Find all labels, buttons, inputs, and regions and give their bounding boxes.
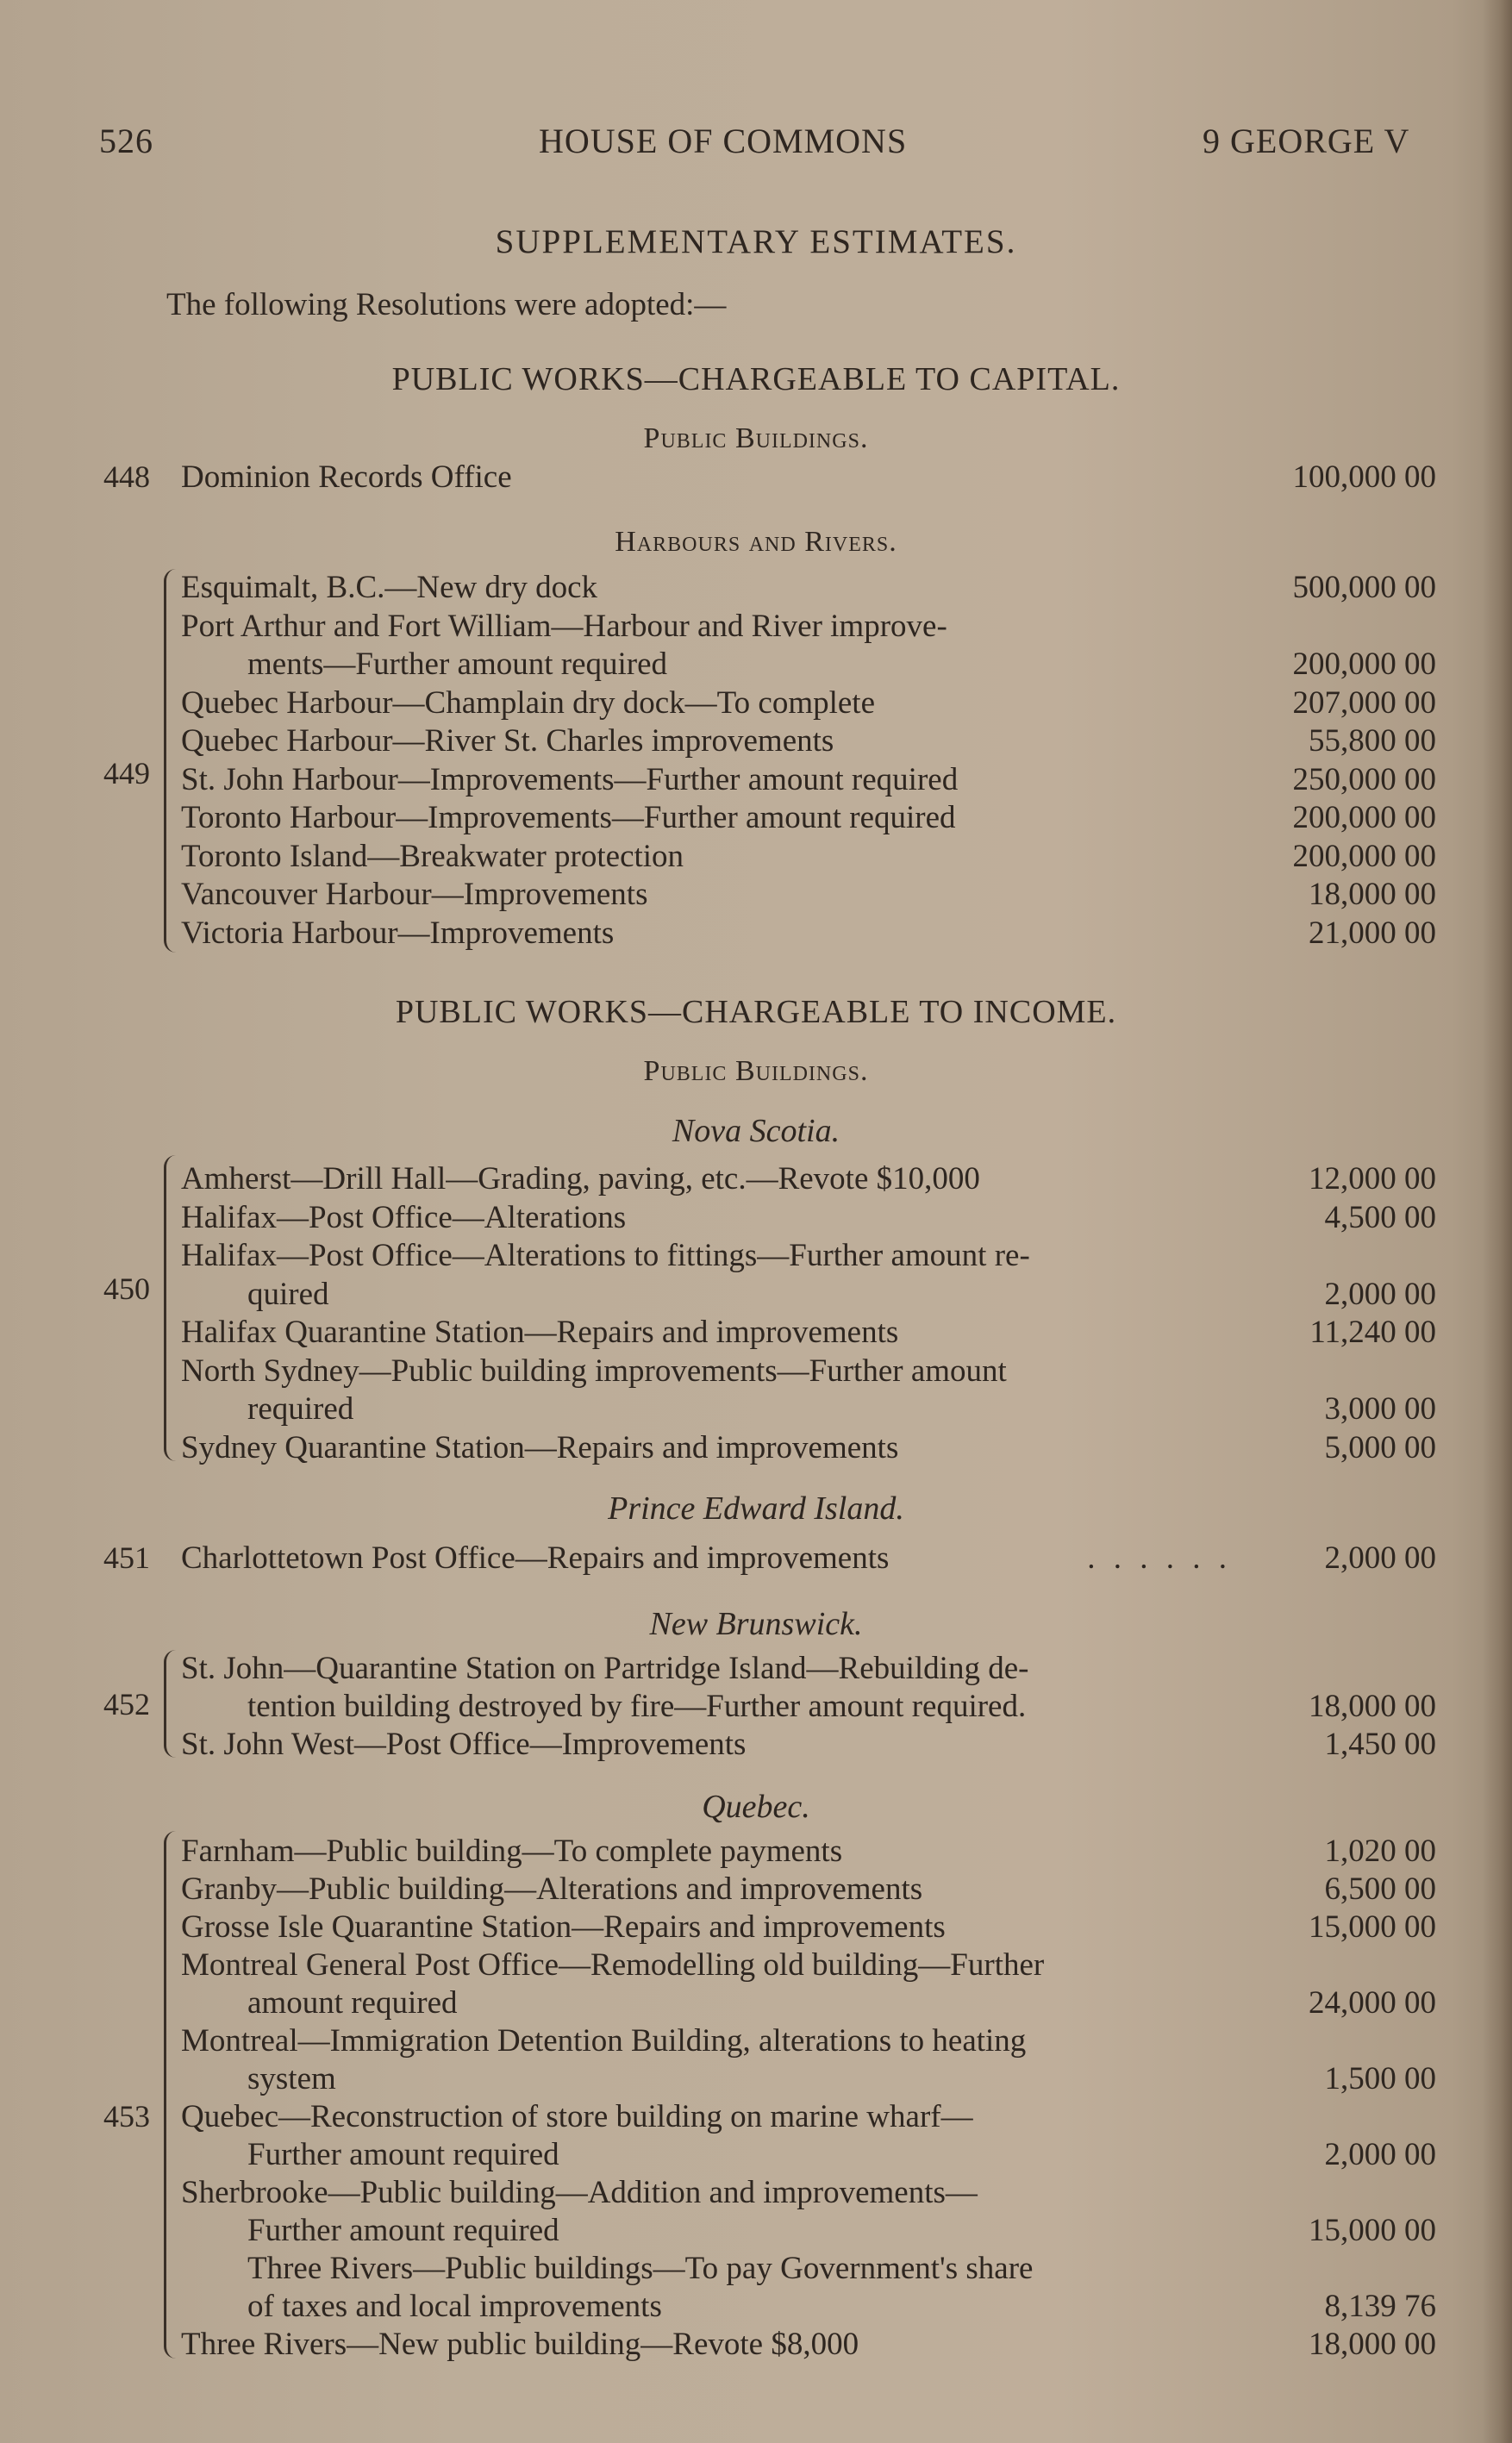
resolution-number: 448	[103, 459, 150, 494]
resolution-number: 450	[103, 1271, 150, 1306]
item-text: Amherst—Drill Hall—Grading, paving, etc.—Revote $10,000	[181, 1161, 980, 1197]
item-text: Further amount required	[247, 2137, 559, 2172]
item-amount: 1,020 00	[1324, 1834, 1436, 1869]
item-amount: 100,000 00	[1292, 459, 1436, 495]
item-amount: 15,000 00	[1309, 1909, 1436, 1945]
item-text: Further amount required	[247, 2213, 559, 2248]
list-item	[0, 1540, 1512, 1579]
item-amount: 250,000 00	[1292, 761, 1436, 797]
item-text: Granby—Public building—Alterations and improvements	[181, 1871, 923, 1907]
item-text: Three Rivers—New public building—Revote $8,000	[181, 2327, 859, 2362]
item-amount: 18,000 00	[1309, 877, 1436, 912]
item-text: system	[247, 2061, 336, 2096]
item-amount: 500,000 00	[1292, 570, 1436, 605]
item-text: Esquimalt, B.C.—New dry dock	[181, 570, 598, 605]
main-heading: SUPPLEMENTARY ESTIMATES.	[495, 223, 1017, 260]
running-header	[0, 121, 1512, 172]
item-text: St. John West—Post Office—Improvements	[181, 1727, 747, 1762]
item-text: Quebec Harbour—Champlain dry dock—To complete	[181, 684, 876, 721]
item-text: required	[247, 1391, 354, 1427]
list-item	[0, 2250, 1512, 2290]
item-text: St. John Harbour—Improvements—Further amount required	[181, 761, 959, 797]
item-amount: 2,000 00	[1324, 2137, 1436, 2172]
list-item	[0, 1237, 1512, 1277]
list-item	[0, 1353, 1512, 1392]
item-amount: 1,500 00	[1324, 2061, 1436, 2096]
item-text: Port Arthur and Fort William—Harbour and River improve-	[181, 608, 947, 644]
item-amount: 1,450 00	[1324, 1727, 1436, 1762]
list-item	[0, 915, 1512, 954]
item-text: Halifax—Post Office—Alterations	[181, 1199, 627, 1235]
list-item	[0, 2174, 1512, 2214]
list-item	[0, 2136, 1512, 2176]
header-title: HOUSE OF COMMONS	[539, 122, 908, 160]
item-amount: 2,000 00	[1324, 1540, 1436, 1576]
list-item	[0, 2212, 1512, 2252]
item-amount: 18,000 00	[1309, 1689, 1436, 1724]
list-item	[0, 1946, 1512, 1986]
item-text: North Sydney—Public building improvements—Further amount	[181, 1353, 1007, 1389]
list-item	[0, 1650, 1512, 1690]
item-amount: 15,000 00	[1309, 2213, 1436, 2248]
list-item	[0, 2288, 1512, 2327]
list-item	[0, 684, 1512, 724]
list-item	[0, 1160, 1512, 1200]
item-text: Farnham—Public building—To complete payments	[181, 1834, 843, 1869]
list-item	[0, 1726, 1512, 1765]
item-text: Toronto Island—Breakwater protection	[181, 838, 684, 874]
page-number: 526	[99, 122, 153, 160]
resolution-number: 452	[103, 1687, 150, 1721]
item-amount: 6,500 00	[1324, 1871, 1436, 1907]
list-item	[0, 2060, 1512, 2100]
item-text: Sherbrooke—Public building—Addition and improvements—	[181, 2175, 978, 2210]
item-text: Charlottetown Post Office—Repairs and improvements	[181, 1540, 890, 1576]
item-text: Three Rivers—Public buildings—To pay Government's share	[247, 2251, 1034, 2286]
item-text: Quebec Harbour—River St. Charles improvements	[181, 723, 834, 759]
income-public-buildings-heading: Public Buildings.	[643, 1055, 869, 1087]
list-item	[0, 799, 1512, 839]
list-item	[0, 722, 1512, 762]
list-item	[0, 1688, 1512, 1728]
harbours-heading: Harbours and Rivers.	[615, 526, 897, 558]
item-amount: 4,500 00	[1324, 1199, 1436, 1235]
list-item	[0, 2022, 1512, 2062]
item-text: Halifax Quarantine Station—Repairs and improvements	[181, 1315, 899, 1350]
item-text: Victoria Harbour—Improvements	[181, 915, 615, 951]
item-text: ments—Further amount required	[247, 647, 668, 682]
quebec-heading: Quebec.	[702, 1789, 810, 1825]
new-brunswick-heading: New Brunswick.	[649, 1606, 863, 1642]
list-item	[0, 761, 1512, 801]
item-amount: 24,000 00	[1309, 1985, 1436, 2021]
item-text: Sydney Quarantine Station—Repairs and improvements	[181, 1429, 899, 1465]
list-item	[0, 2326, 1512, 2365]
item-text: Halifax—Post Office—Alterations to fittings—Further amount re-	[181, 1238, 1030, 1273]
item-text: Vancouver Harbour—Improvements	[181, 877, 648, 912]
pei-heading: Prince Edward Island.	[608, 1490, 904, 1527]
item-text: Toronto Harbour—Improvements—Further amount required	[181, 800, 956, 835]
item-amount: 3,000 00	[1324, 1391, 1436, 1427]
list-item	[0, 646, 1512, 685]
item-text: Montreal General Post Office—Remodelling old building—Further	[181, 1947, 1045, 1983]
list-item	[0, 1909, 1512, 1948]
item-amount: 2,000 00	[1324, 1276, 1436, 1312]
list-item	[0, 1429, 1512, 1469]
item-amount: 12,000 00	[1309, 1161, 1436, 1197]
list-item	[0, 1390, 1512, 1430]
list-item	[0, 838, 1512, 878]
item-text: Montreal—Immigration Detention Building, alterations to heating	[181, 2023, 1027, 2059]
resolution-number: 451	[103, 1540, 150, 1575]
item-text: Grosse Isle Quarantine Station—Repairs and improvements	[181, 1909, 946, 1945]
resolution-number: 453	[103, 2099, 150, 2134]
item-text: Quebec—Reconstruction of store building on marine wharf—	[181, 2099, 973, 2134]
leader-dots: . . . . . .	[1087, 1540, 1232, 1576]
list-item	[0, 1314, 1512, 1353]
resolution-number: 449	[103, 756, 150, 790]
list-item	[0, 608, 1512, 647]
list-item	[0, 569, 1512, 609]
list-item	[0, 1833, 1512, 1872]
item-amount: 200,000 00	[1292, 838, 1436, 874]
item-text: St. John—Quarantine Station on Partridge Island—Rebuilding de-	[181, 1651, 1029, 1686]
item-text: quired	[247, 1276, 329, 1312]
item-amount: 200,000 00	[1292, 647, 1436, 682]
capital-public-buildings-heading: Public Buildings.	[643, 422, 869, 454]
list-item	[0, 1871, 1512, 1910]
item-text: Dominion Records Office	[181, 459, 512, 495]
item-amount: 200,000 00	[1292, 800, 1436, 835]
capital-title: PUBLIC WORKS—CHARGEABLE TO CAPITAL.	[391, 361, 1121, 397]
item-amount: 18,000 00	[1309, 2327, 1436, 2362]
item-amount: 21,000 00	[1309, 915, 1436, 951]
list-item	[0, 876, 1512, 915]
item-amount: 5,000 00	[1324, 1429, 1436, 1465]
nova-scotia-heading: Nova Scotia.	[672, 1113, 840, 1149]
item-text: of taxes and local improvements	[247, 2289, 662, 2324]
item-text: tention building destroyed by fire—Further amount required.	[247, 1689, 1027, 1724]
item-amount: 55,800 00	[1309, 723, 1436, 759]
item-amount: 11,240 00	[1309, 1315, 1436, 1350]
list-item	[0, 1984, 1512, 2024]
item-text: amount required	[247, 1985, 458, 2021]
item-amount: 8,139 76	[1324, 2289, 1436, 2324]
list-item	[0, 1276, 1512, 1315]
intro-text: The following Resolutions were adopted:—	[166, 287, 727, 322]
item-amount: 207,000 00	[1292, 684, 1436, 721]
income-title: PUBLIC WORKS—CHARGEABLE TO INCOME.	[395, 994, 1117, 1030]
list-item	[0, 1199, 1512, 1239]
list-item	[0, 2098, 1512, 2138]
header-session: 9 GEORGE V	[1203, 122, 1410, 160]
list-item	[0, 459, 1512, 498]
